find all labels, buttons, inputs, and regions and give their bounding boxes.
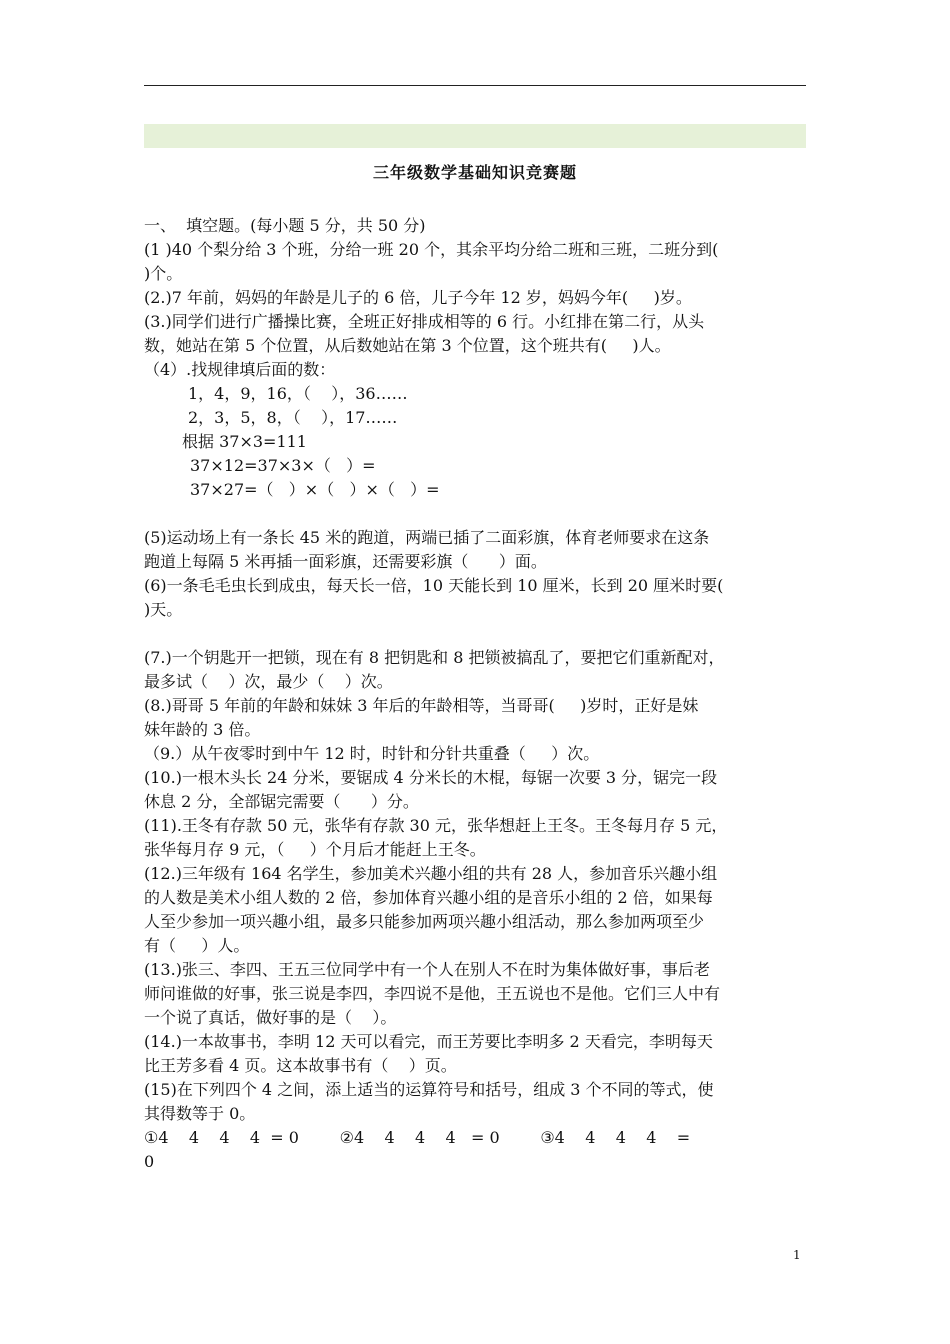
question-line: (14.)一本故事书，李明 12 天可以看完，而王芳要比李明多 2 天看完，李明每天 [144, 1032, 713, 1051]
header-rule [144, 85, 806, 86]
pattern-line: 37×12=37×3×（ ）= [190, 456, 376, 475]
question-line: (6)一条毛毛虫长到成虫，每天长一倍，10 天能长到 10 厘米，长到 20 厘米时要( [144, 576, 724, 595]
question-line: 的人数是美术小组人数的 2 倍，参加体育兴趣小组的是音乐小组的 2 倍，如果每 [144, 888, 713, 907]
question-line: 人至少参加一项兴趣小组，最多只能参加两项兴趣小组活动，那么参加两项至少 [144, 912, 705, 931]
question-line: 跑道上每隔 5 米再插一面彩旗，还需要彩旗（ ）面。 [144, 552, 547, 571]
question-line: 休息 2 分，全部锯完需要（ ）分。 [144, 792, 419, 811]
question-line: 一个说了真话，做好事的是（ ）。 [144, 1008, 397, 1027]
page-number: 1 [793, 1248, 801, 1262]
question-line: 其得数等于 0。 [144, 1104, 256, 1123]
question-line: 比王芳多看 4 页。这本故事书有（ ）页。 [144, 1056, 457, 1075]
question-line: (3.)同学们进行广播操比赛，全班正好排成相等的 6 行。小红排在第二行，从头 [144, 312, 705, 331]
question-line: 张华每月存 9 元，（ ）个月后才能赶上王冬。 [144, 840, 486, 859]
page-title: 三年级数学基础知识竞赛题 [372, 163, 577, 182]
question-line: 最多试（ ）次，最少（ ）次。 [144, 672, 393, 691]
equation-line: ①4 4 4 4 = 0 ②4 4 4 4 = 0 ③4 4 4 4 = [144, 1128, 691, 1147]
header-band [144, 124, 806, 148]
question-line: 数，她站在第 5 个位置，从后数她站在第 3 个位置，这个班共有( )人。 [144, 336, 671, 355]
pattern-line: 37×27=（ ）×（ ）×（ ）= [190, 480, 440, 499]
question-line: 有（ ）人。 [144, 936, 250, 955]
spacer [144, 502, 806, 526]
question-line: (12.)三年级有 164 名学生，参加美术兴趣小组的共有 28 人，参加音乐兴趣小组 [144, 864, 718, 883]
question-line: (15)在下列四个 4 之间，添上适当的运算符号和括号，组成 3 个不同的等式，使 [144, 1080, 714, 1099]
question-line: (7.)一个钥匙开一把锁，现在有 8 把钥匙和 8 把锁被搞乱了，要把它们重新配对， [144, 648, 725, 667]
question-line: (11).王冬有存款 50 元，张华有存款 30 元，张华想赶上王冬。王冬每月存 5 元， [144, 816, 728, 835]
question-body [144, 214, 806, 1174]
question-line: (2.)7 年前，妈妈的年龄是儿子的 6 倍，儿子今年 12 岁，妈妈今年( )岁。 [144, 288, 692, 307]
pattern-line: 2，3，5，8，（ ），17…… [188, 408, 398, 427]
question-line: (13.)张三、李四、王五三位同学中有一个人在别人不在时为集体做好事，事后老 [144, 960, 710, 979]
equation-line: 0 [144, 1152, 155, 1171]
question-line: （4）.找规律填后面的数： [144, 360, 336, 379]
question-line: (1 )40 个梨分给 3 个班，分给一班 20 个，其余平均分给二班和三班，二班分到( [144, 240, 719, 259]
question-line: （9.）从午夜零时到中午 12 时，时针和分针共重叠（ ）次。 [144, 744, 600, 763]
question-line: (8.)哥哥 5 年前的年龄和妹妹 3 年后的年龄相等，当哥哥( )岁时，正好是妹 [144, 696, 699, 715]
question-line: )个。 [144, 264, 183, 283]
pattern-line: 1，4，9，16，（ ），36…… [188, 384, 408, 403]
spacer [144, 622, 806, 646]
question-line: )天。 [144, 600, 183, 619]
question-line: (10.)一根木头长 24 分米，要锯成 4 分米长的木棍，每锯一次要 3 分，锯完一段 [144, 768, 718, 787]
section-heading: 一、 填空题。(每小题 5 分，共 50 分) [144, 216, 426, 235]
question-line: 师问谁做的好事，张三说是李四，李四说不是他，王五说也不是他。它们三人中有 [144, 984, 721, 1003]
question-line: (5)运动场上有一条长 45 米的跑道，两端已插了二面彩旗，体育老师要求在这条 [144, 528, 710, 547]
pattern-line: 根据 37×3=111 [182, 432, 307, 451]
question-line: 妹年龄的 3 倍。 [144, 720, 261, 739]
